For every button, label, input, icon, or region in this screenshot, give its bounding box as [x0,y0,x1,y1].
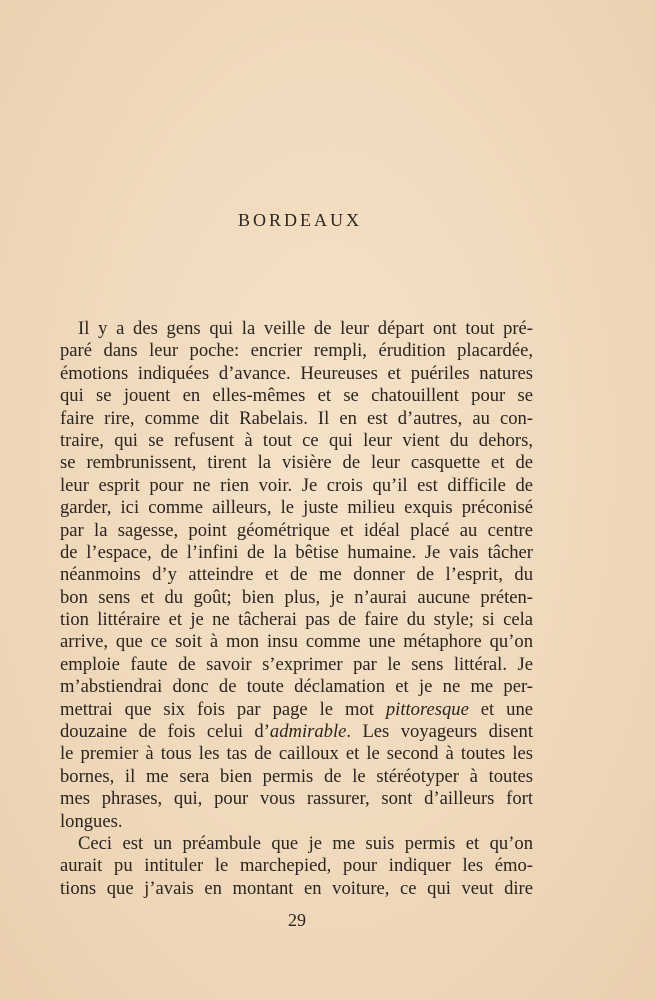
text-line: m’abstiendrai donc de toute déclamation et je ne me per- [60,676,533,698]
text-line-with-italic [60,721,533,743]
text-line: tions que j’avais en montant en voiture, ce qui veut dire [60,877,533,899]
italic-word: admirable [269,721,347,743]
text-line: Il y a des gens qui la veille de leur départ ont tout pré- [78,318,533,339]
text-segment: douzaine de fois celui d’ [60,721,270,743]
body-text [60,318,533,900]
text-line-with-italic [60,699,533,721]
text-line: leur esprit pour ne rien voir. Je crois qu’il est difficile de [60,474,533,496]
paragraph-1 [60,318,533,833]
text-line: bon sens et du goût; bien plus, je n’aurai aucune préten- [60,586,533,608]
text-line: se rembrunissent, tirent la visière de leur casquette et de [60,452,533,474]
text-line: émotions indiquées d’avance. Heureuses et puériles natures [60,362,533,384]
text-line: arrive, que ce soit à mon insu comme une métaphore qu’on [60,631,533,653]
text-line: mes phrases, qui, pour vous rassurer, sont d’ailleurs fort [60,788,533,810]
text-line: tion littéraire et je ne tâcherai pas de faire du style; si cela [60,609,533,631]
text-line: Ceci est un préambule que je me suis permis et qu’on [78,832,533,854]
text-line: par la sagesse, point géométrique et idéal placé au centre [60,519,533,541]
paragraph-2 [60,833,533,900]
text-line: emploie faute de savoir s’exprimer par le sens littéral. Je [60,653,533,675]
text-line: le premier à tous les tas de cailloux et le second à toutes les [60,743,533,765]
text-line: garder, ici comme ailleurs, le juste milieu exquis préconisé [60,497,533,519]
text-line: traire, qui se refusent à tout ce qui leur vient du dehors, [60,429,533,451]
text-line: de l’espace, de l’infini de la bêtise humaine. Je vais tâcher [60,541,533,563]
chapter-title: BORDEAUX [237,210,362,230]
text-line: bornes, il me sera bien permis de le stéréotyper à toutes [60,765,533,787]
text-segment: mettrai que six fois par page le mot [60,698,386,720]
text-line: qui se jouent en elles-mêmes et se chatouillent pour se [60,385,533,407]
text-segment: et une [468,698,534,720]
text-segment: . Les voyageurs disent [346,721,533,743]
text-line: néanmoins d’y atteindre et de me donner de l’esprit, du [60,564,533,586]
italic-word: pittoresque [385,698,469,720]
text-line: paré dans leur poche: encrier rempli, érudition placardée, [60,340,533,362]
text-line: faire rire, comme dit Rabelais. Il en est d’autres, au con- [60,407,533,429]
text-line: aurait pu intituler le marchepied, pour indiquer les émo- [60,855,533,877]
text-line: longues. [60,810,123,832]
page-number: 29 [288,910,306,930]
